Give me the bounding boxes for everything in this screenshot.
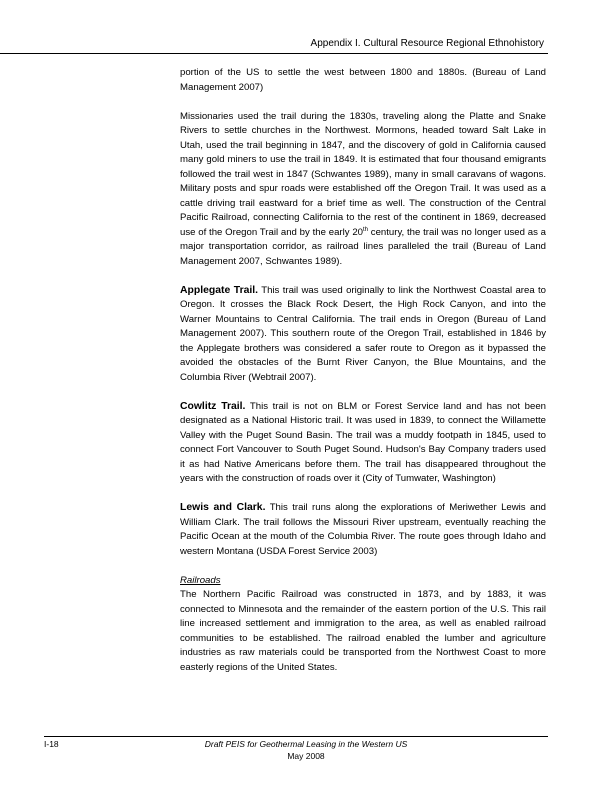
superscript-th: th [362, 226, 368, 233]
footer-document-title: Draft PEIS for Geothermal Leasing in the Western US [204, 739, 408, 749]
running-header: Appendix I. Cultural Resource Regional Ethnohistory [310, 38, 544, 49]
applegate-trail-text: This trail was used originally to link the Northwest Coastal area to Oregon. It crosses the Black Rock Desert, the High Rock Canyon, and into the Warner Mountains to Central California. The trail ends in Oregon (Bureau of Land Management 2007). This southern route of the Oregon Trail, established in 1846 by the Applegate brothers was considered a safer route to Oregon as it bypassed the avoided the obstacles of the Burnt River Canyon, the Blue Mountains, and the Columbia River (Webtrail 2007). [180, 284, 546, 383]
cowlitz-trail-text: This trail is not on BLM or Forest Service land and has not been designated as a National Historic trail. It was used in 1839, to connect the Willamette Valley with the Puget Sound Basin. The trail was a muddy footpath in 1845, used to connect Fort Vancouver to South Puget Sound. Hudson's Bay Company traders used it as had Native Americans before them. The trail has disappeared throughout the years with the construction of roads over it (City of Tumwater, Washington) [180, 400, 546, 484]
cowlitz-trail-heading: Cowlitz Trail. [180, 400, 246, 412]
paragraph-missionaries-text: Missionaries used the trail during the 1830s, traveling along the Platte and Snake Rivers to settle churches in the Northwest. Mormons, headed toward Salt Lake in Utah, used the trail beginning in 1847, and the discovery of gold in California caused many gold miners to use the trail in 1849. It is estimated that four thousand emigrants followed the trail west in 1847 (Schwantes 1989), many in small caravans of wagons. Military posts and spur roads were established off the Oregon Trail. It was used as a cattle driving trail eastward for a brief time as well. The construction of the Central Pacific Railroad, connecting California to the rest of the continent in 1869, decreased use of the Oregon Trail and by the early 20 [180, 110, 546, 238]
lewis-and-clark-text: This trail runs along the explorations of Meriwether Lewis and William Clark. The trail follows the Missouri River upstream, eventually reaching the Pacific Ocean at the mouth of the Columbia River. The route goes through Idaho and western Montana (USDA Forest Service 2003) [180, 502, 546, 557]
paragraph-oregon-trail-continued: portion of the US to settle the west between 1800 and 1880s. (Bureau of Land Management 2007) [180, 67, 546, 93]
document-body [180, 66, 546, 690]
railroads-heading: Railroads [180, 574, 221, 586]
footer-divider [44, 736, 548, 737]
paragraph-cowlitz-trail [180, 400, 546, 487]
paragraph-applegate-trail [180, 284, 546, 386]
paragraph-railroads: The Northern Pacific Railroad was constructed in 1873, and by 1883, it was connected to Minnesota and the remainder of the eastern portion of the U.S. This rail line increased settlement and immigration to the area, as well as enabled railroad communities to be established. The railroad enabled the lumber and agriculture industries as raw materials could be transported from the Northwest Coast to more easterly regions of the United States. [180, 589, 546, 673]
lewis-and-clark-heading: Lewis and Clark. [180, 502, 266, 513]
paragraph-missionaries-text-cont: century, the trail was no longer used as a major transportation corridor, as railroad lines paralleled the trail (Bureau of Land Management 2007, Schwantes 1989). [180, 226, 546, 267]
footer-date: May 2008 [287, 751, 325, 761]
paragraph-lewis-and-clark [180, 501, 546, 559]
paragraph-missionaries [180, 110, 546, 270]
applegate-trail-heading: Applegate Trail. [180, 284, 259, 296]
page-number: I-18 [44, 739, 59, 749]
header-divider [0, 53, 548, 54]
